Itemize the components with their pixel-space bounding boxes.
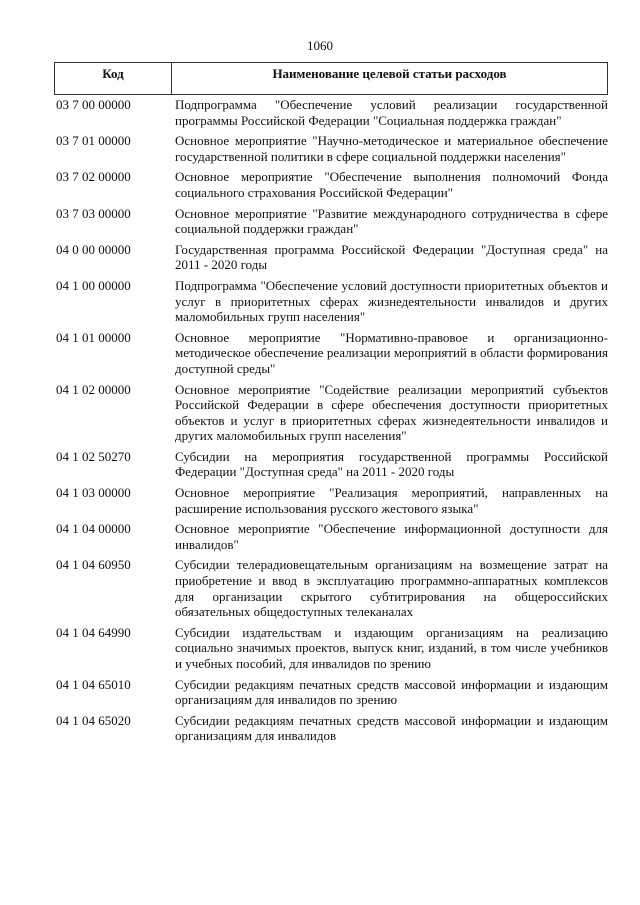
column-header-code: Код [55,63,172,94]
table-header [54,62,608,95]
page-number: 1060 [307,38,333,53]
row-code: 03 7 03 00000 [56,205,131,221]
table-row [54,485,608,516]
table-row [54,449,608,480]
table-row [54,330,608,377]
row-code: 04 1 00 00000 [56,277,131,293]
row-name: Субсидии редакциям печатных средств массовой информации и издающим организациям для инвалидов по зрению [175,676,608,708]
table-row [54,382,608,444]
table-row [54,206,608,237]
row-code: 04 1 04 00000 [56,521,131,537]
table-row [54,97,608,128]
table-row [54,713,608,744]
row-name: Подпрограмма "Обеспечение условий доступности приоритетных объектов и услуг в приоритетных сферах жизнедеятельности инвалидов и других маломобильных групп населения" [175,277,608,325]
row-name: Субсидии издательствам и издающим организациям на реализацию социально значимых проектов, выпуск книг, изданий, в том числе учебников и учебных пособий, для инвалидов по зрению [175,624,608,671]
row-name: Субсидии телерадиовещательным организациям на возмещение затрат на приобретение и ввод в эксплуатацию программно-аппаратных комплексов для организации скрытого субтитрирования на общероссийских обязательных общедоступных телеканалах [175,557,608,620]
table-body [54,97,608,749]
row-name: Основное мероприятие "Содействие реализации мероприятий субъектов Российской Федерации в сфере обеспечения доступности приоритетных объектов и услуг в приоритетных сферах жизнедеятельности инвалидов и других маломобильных групп населения" [175,381,608,444]
row-name: Основное мероприятие "Обеспечение выполнения полномочий Фонда социального страхования Российской Федерации" [175,169,608,200]
row-code: 04 1 02 00000 [56,381,131,397]
row-name: Субсидии на мероприятия государственной программы Российской Федерации "Доступная среда" на 2011 - 2020 годы [175,448,608,480]
table-row [54,521,608,552]
column-header-name: Наименование целевой статьи расходов [272,66,507,81]
row-name: Основное мероприятие "Развитие международного сотрудничества в сфере социальной поддержки граждан" [175,205,608,237]
table-row [54,278,608,325]
row-code: 04 1 01 00000 [56,329,131,345]
row-name: Основное мероприятие "Реализация мероприятий, направленных на расширение использования русского жестового языка" [175,485,608,516]
row-code: 03 7 02 00000 [56,169,131,185]
row-code: 03 7 00 00000 [56,97,131,112]
table-row [54,677,608,708]
row-code: 04 1 02 50270 [56,448,131,464]
table-row [54,625,608,672]
row-code: 04 1 04 64990 [56,624,131,640]
table-row [54,133,608,164]
table-row [54,169,608,200]
row-name: Государственная программа Российской Федерации "Доступная среда" на 2011 - 2020 годы [175,241,608,273]
row-code: 04 1 04 65010 [56,676,131,692]
row-name: Субсидии редакциям печатных средств массовой информации и издающим организациям для инвалидов [175,712,608,744]
row-name: Основное мероприятие "Обеспечение информационной доступности для инвалидов" [175,521,608,552]
row-code: 04 1 04 60950 [56,557,131,573]
row-code: 04 1 04 65020 [56,712,131,728]
row-code: 04 1 03 00000 [56,485,131,501]
row-name: Основное мероприятие "Нормативно-правовое и организационно-методическое обеспечение реализации мероприятий в области формирования доступной среды" [175,329,608,376]
table-row [54,557,608,619]
row-code: 04 0 00 00000 [56,241,131,257]
row-code: 03 7 01 00000 [56,133,131,149]
row-name: Основное мероприятие "Научно-методическое и материальное обеспечение государственной политики в сфере социальной поддержки населения" [175,133,608,164]
row-name: Подпрограмма "Обеспечение условий реализации государственной программы Российской Федерации "Социальная поддержка граждан" [175,97,608,128]
table-row [54,242,608,273]
